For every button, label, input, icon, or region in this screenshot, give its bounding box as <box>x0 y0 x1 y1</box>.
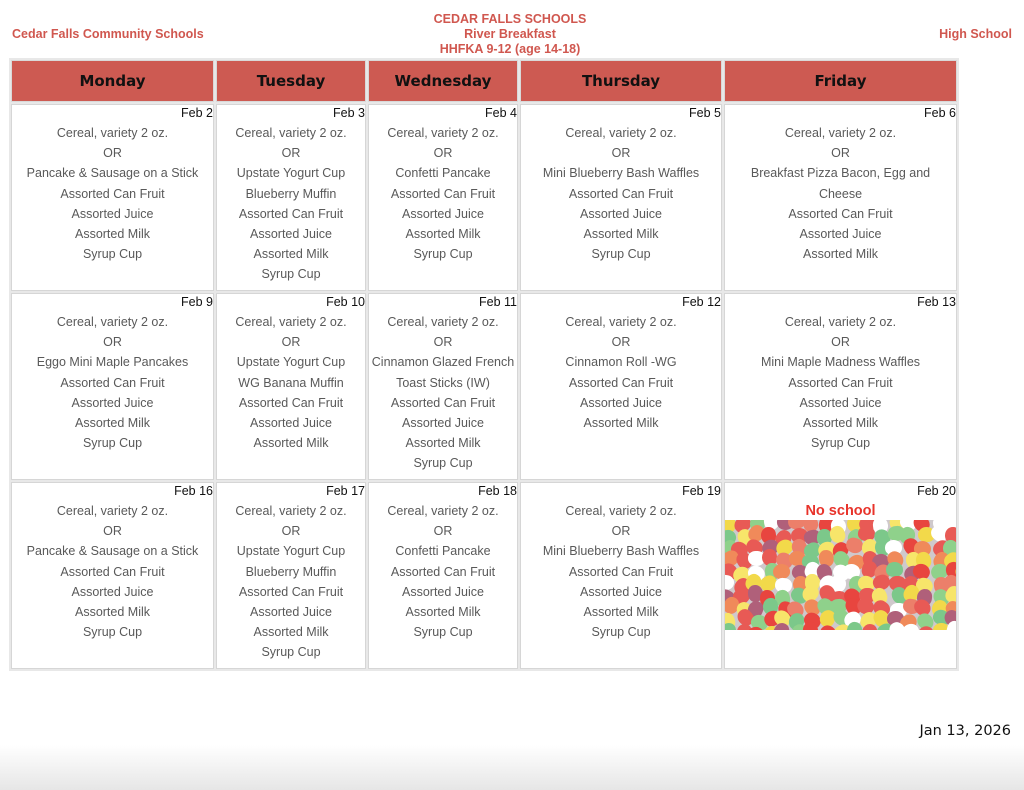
menu-item: Mini Maple Madness Waffles <box>760 355 921 370</box>
menu-item: Assorted Milk <box>405 436 481 451</box>
menu-item: Assorted Can Fruit <box>238 395 344 410</box>
menu-item: Assorted Can Fruit <box>390 186 496 201</box>
menu-item: Upstate Yogurt Cup <box>236 166 346 181</box>
menu-item: Assorted Milk <box>802 416 879 431</box>
menu-item: Assorted Milk <box>253 247 329 262</box>
cell-date: Feb 3 <box>333 106 365 120</box>
menu-item: Assorted Can Fruit <box>390 395 496 410</box>
menu-item: Cereal, variety 2 oz. <box>56 504 169 518</box>
day-cell-friday <box>724 104 957 291</box>
menu-item: Assorted Juice <box>799 395 882 410</box>
menu-item: Assorted Milk <box>253 625 329 640</box>
menu-item: OR <box>611 335 631 350</box>
menu-item: Assorted Juice <box>580 395 662 410</box>
menu-item: Cereal, variety 2 oz. <box>235 504 347 518</box>
menu-item: Syrup Cup <box>82 625 143 640</box>
menu-item: Assorted Can Fruit <box>390 564 496 579</box>
header-monday: Monday <box>11 60 214 102</box>
menu-item-list <box>369 123 517 264</box>
no-school-notice: No school <box>805 503 876 519</box>
menu-item-list <box>12 312 213 453</box>
menu-item: Cereal, variety 2 oz. <box>565 126 677 140</box>
cell-date: Feb 16 <box>174 484 213 498</box>
menu-item: Pancake & Sausage on a Stick <box>26 544 199 559</box>
cell-date: Feb 19 <box>682 484 721 498</box>
menu-title: CEDAR FALLS SCHOOLS <box>433 12 587 26</box>
menu-item: Syrup Cup <box>413 456 473 471</box>
menu-item: Cereal, variety 2 oz. <box>784 315 897 329</box>
menu-item: OR <box>103 335 122 350</box>
menu-item: Upstate Yogurt Cup <box>236 544 346 559</box>
menu-item: Assorted Can Fruit <box>238 206 344 221</box>
header-friday: Friday <box>724 60 957 102</box>
menu-item: Cereal, variety 2 oz. <box>235 126 347 140</box>
menu-item: Syrup Cup <box>591 247 651 262</box>
day-cell-wednesday <box>368 293 518 480</box>
menu-item: Assorted Can Fruit <box>60 375 165 390</box>
cell-date: Feb 11 <box>479 295 517 309</box>
menu-item: Assorted Milk <box>583 416 659 431</box>
menu-subtitle: River Breakfast <box>464 27 556 41</box>
header-wednesday: Wednesday <box>368 60 518 102</box>
menu-item: Assorted Milk <box>74 605 151 620</box>
week-row <box>11 104 957 291</box>
menu-item: Cereal, variety 2 oz. <box>387 126 499 140</box>
menu-item: Cereal, variety 2 oz. <box>565 315 677 329</box>
menu-item: Syrup Cup <box>591 625 651 640</box>
menu-item: Syrup Cup <box>82 247 143 262</box>
candy-hearts-image <box>725 520 956 630</box>
menu-item: Syrup Cup <box>413 247 473 262</box>
day-cell-thursday <box>520 293 722 480</box>
menu-item: Assorted Juice <box>580 206 662 221</box>
menu-item: Assorted Milk <box>405 605 481 620</box>
menu-item: Pancake & Sausage on a Stick <box>26 166 199 181</box>
menu-item: Assorted Milk <box>74 416 151 431</box>
menu-item: Toast Sticks (IW) <box>396 375 490 390</box>
cell-date: Feb 5 <box>689 106 721 120</box>
menu-item: Assorted Juice <box>402 416 484 431</box>
menu-item: OR <box>433 524 453 539</box>
menu-item-list <box>521 123 721 264</box>
menu-item: Assorted Juice <box>71 395 154 410</box>
menu-item: Assorted Can Fruit <box>788 206 893 221</box>
day-cell-monday <box>11 104 214 291</box>
menu-item: Assorted Juice <box>580 584 662 599</box>
menu-item: OR <box>103 524 122 539</box>
menu-item: Assorted Milk <box>583 227 659 242</box>
menu-item: Syrup Cup <box>810 436 871 451</box>
page-bottom-shadow <box>0 745 1024 790</box>
day-cell-tuesday <box>216 482 366 669</box>
menu-title-block <box>370 12 650 57</box>
candy-heart <box>886 562 904 578</box>
menu-item: OR <box>611 146 631 161</box>
menu-item-list <box>217 123 365 285</box>
week-row <box>11 293 957 480</box>
menu-item: Assorted Juice <box>250 416 332 431</box>
menu-item: Assorted Milk <box>405 227 481 242</box>
menu-item: Assorted Milk <box>253 436 329 451</box>
menu-item: Upstate Yogurt Cup <box>236 355 346 370</box>
cell-date: Feb 2 <box>181 106 213 120</box>
menu-item: Syrup Cup <box>261 267 321 282</box>
menu-item: Cinnamon Glazed French <box>371 355 515 370</box>
menu-item-list <box>369 312 517 474</box>
menu-item-list <box>369 501 517 642</box>
menu-item: Breakfast Pizza Bacon, Egg and <box>750 166 931 181</box>
menu-item: Cereal, variety 2 oz. <box>565 504 677 518</box>
menu-item: Assorted Juice <box>402 206 484 221</box>
breakfast-menu-calendar <box>9 58 959 671</box>
menu-item: Blueberry Muffin <box>245 186 337 201</box>
menu-item: Cinnamon Roll -WG <box>565 355 677 370</box>
menu-item: OR <box>281 335 301 350</box>
menu-program: HHFKA 9-12 (age 14-18) <box>439 42 581 56</box>
header-thursday: Thursday <box>520 60 722 102</box>
menu-item: Cereal, variety 2 oz. <box>235 315 347 329</box>
menu-item: Mini Blueberry Bash Waffles <box>542 166 700 181</box>
cell-date: Feb 12 <box>682 295 721 309</box>
cell-date: Feb 20 <box>917 484 956 498</box>
menu-item: OR <box>831 335 850 350</box>
day-cell-wednesday <box>368 104 518 291</box>
menu-item-list <box>217 501 365 663</box>
menu-item: OR <box>281 524 301 539</box>
menu-item: Syrup Cup <box>82 436 143 451</box>
menu-item: OR <box>831 146 850 161</box>
menu-item: Assorted Can Fruit <box>568 186 674 201</box>
day-cell-tuesday <box>216 104 366 291</box>
menu-item: Cheese <box>818 186 863 201</box>
menu-item: Confetti Pancake <box>395 166 491 181</box>
cell-date: Feb 4 <box>485 106 517 120</box>
menu-item-list <box>217 312 365 453</box>
menu-item: Mini Blueberry Bash Waffles <box>542 544 700 559</box>
menu-item: Cereal, variety 2 oz. <box>784 126 897 140</box>
cell-date: Feb 9 <box>181 295 213 309</box>
menu-item: Cereal, variety 2 oz. <box>56 126 169 140</box>
day-cell-friday <box>724 293 957 480</box>
day-cell-wednesday <box>368 482 518 669</box>
cell-date: Feb 6 <box>924 106 956 120</box>
header-tuesday: Tuesday <box>216 60 366 102</box>
menu-item: Assorted Can Fruit <box>60 564 165 579</box>
district-name: Cedar Falls Community Schools <box>12 27 204 41</box>
day-cell-tuesday <box>216 293 366 480</box>
menu-item: Syrup Cup <box>261 645 321 660</box>
cell-date: Feb 18 <box>478 484 517 498</box>
menu-item: OR <box>103 146 122 161</box>
cell-date: Feb 13 <box>917 295 956 309</box>
menu-item: OR <box>433 146 453 161</box>
day-cell-friday <box>724 482 957 669</box>
menu-item-list <box>725 312 956 453</box>
menu-item: Assorted Can Fruit <box>238 584 344 599</box>
day-cell-monday <box>11 482 214 669</box>
menu-item-list <box>521 501 721 642</box>
school-level: High School <box>939 27 1012 41</box>
menu-item: Cereal, variety 2 oz. <box>387 504 499 518</box>
cell-date: Feb 10 <box>326 295 365 309</box>
weekday-header-row <box>11 60 957 102</box>
menu-item: Blueberry Muffin <box>245 564 337 579</box>
menu-item: Assorted Milk <box>802 247 879 262</box>
menu-item: Assorted Can Fruit <box>788 375 893 390</box>
menu-item: Assorted Can Fruit <box>568 375 674 390</box>
menu-item: Confetti Pancake <box>395 544 491 559</box>
menu-item: OR <box>281 146 301 161</box>
menu-item: Cereal, variety 2 oz. <box>387 315 499 329</box>
menu-item-list <box>725 123 956 264</box>
menu-item: Assorted Juice <box>250 605 332 620</box>
menu-item: Assorted Milk <box>74 227 151 242</box>
menu-item: WG Banana Muffin <box>238 375 344 390</box>
menu-item: Assorted Juice <box>402 584 484 599</box>
menu-item: Assorted Milk <box>583 605 659 620</box>
menu-item: Assorted Juice <box>799 227 882 242</box>
menu-item-list <box>12 501 213 642</box>
day-cell-thursday <box>520 482 722 669</box>
menu-item-list <box>12 123 213 264</box>
menu-item: Syrup Cup <box>413 625 473 640</box>
day-cell-monday <box>11 293 214 480</box>
menu-item: OR <box>433 335 453 350</box>
menu-item-list <box>521 312 721 433</box>
menu-item: Assorted Can Fruit <box>568 564 674 579</box>
menu-item: Assorted Juice <box>71 584 154 599</box>
cell-date: Feb 17 <box>326 484 365 498</box>
menu-item: Eggo Mini Maple Pancakes <box>36 355 189 370</box>
printed-date: Jan 13, 2026 <box>919 723 1011 739</box>
week-row <box>11 482 957 669</box>
menu-item: OR <box>611 524 631 539</box>
menu-item: Assorted Can Fruit <box>60 186 165 201</box>
menu-item: Cereal, variety 2 oz. <box>56 315 169 329</box>
menu-item: Assorted Juice <box>71 206 154 221</box>
day-cell-thursday <box>520 104 722 291</box>
menu-item: Assorted Juice <box>250 227 332 242</box>
